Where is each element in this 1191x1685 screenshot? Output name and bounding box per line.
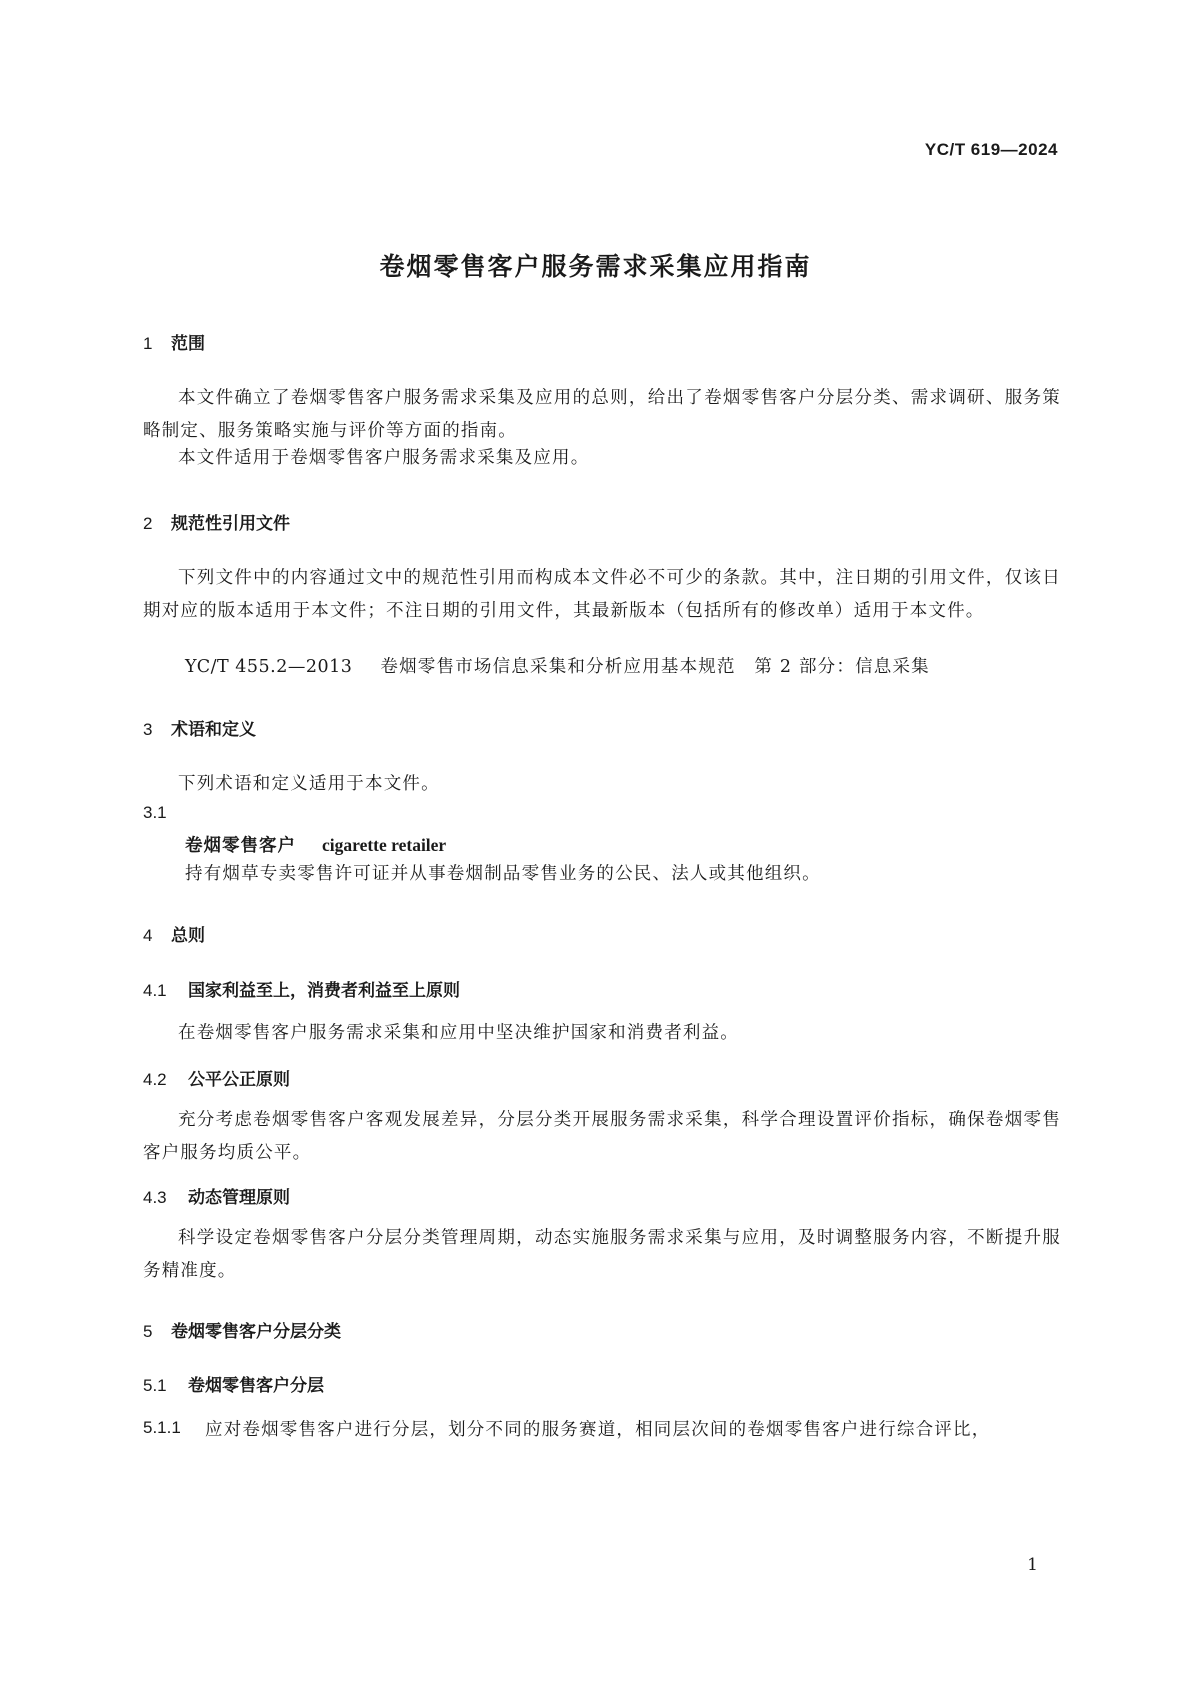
term-english: cigarette retailer — [322, 835, 447, 855]
subsection-5-1-heading — [143, 1371, 324, 1396]
section-2-heading — [143, 509, 290, 534]
subsection-number: 4.1 — [143, 981, 167, 1000]
section-3-paragraph-1: 下列术语和定义适用于本文件。 — [178, 774, 440, 794]
section-number: 3 — [143, 720, 153, 739]
term-definition: 持有烟草专卖零售许可证并从事卷烟制品零售业务的公民、法人或其他组织。 — [185, 864, 821, 884]
normative-reference — [185, 653, 930, 678]
subsection-4-1-heading — [143, 976, 460, 1001]
page-number: 1 — [1027, 1555, 1038, 1575]
clause-number: 5.1.1 — [143, 1418, 181, 1437]
subsection-title: 动态管理原则 — [188, 1188, 290, 1208]
section-title: 范围 — [171, 334, 205, 354]
section-number: 2 — [143, 514, 153, 533]
section-number: 5 — [143, 1322, 153, 1341]
reference-code: YC/T 455.2—2013 — [185, 657, 353, 677]
clause-text: 应对卷烟零售客户进行分层，划分不同的服务赛道，相同层次间的卷烟零售客户进行综合评比， — [205, 1420, 991, 1440]
section-1-paragraph-1: 本文件确立了卷烟零售客户服务需求采集及应用的总则，给出了卷烟零售客户分层分类、需求调研、服务策略制定、服务策略实施与评价等方面的指南。 — [143, 388, 1061, 441]
section-title: 总则 — [171, 926, 205, 946]
section-2-paragraph-1: 下列文件中的内容通过文中的规范性引用而构成本文件必不可少的条款。其中，注日期的引用文件，仅该日期对应的版本适用于本文件；不注日期的引用文件，其最新版本（包括所有的修改单）适用于本文件。 — [143, 568, 1061, 621]
subsection-number: 4.3 — [143, 1188, 167, 1207]
section-title: 卷烟零售客户分层分类 — [171, 1322, 341, 1342]
section-number: 1 — [143, 334, 153, 353]
section-4-heading — [143, 921, 205, 946]
subsection-title: 卷烟零售客户分层 — [188, 1376, 324, 1396]
document-title: 卷烟零售客户服务需求采集应用指南 — [379, 252, 812, 281]
subsection-4-3-paragraph: 科学设定卷烟零售客户分层分类管理周期，动态实施服务需求采集与应用，及时调整服务内容，不断提升服务精准度。 — [143, 1228, 1061, 1281]
subsection-number: 4.2 — [143, 1070, 167, 1089]
reference-title: 卷烟零售市场信息采集和分析应用基本规范 第 2 部分：信息采集 — [380, 657, 930, 677]
subsection-4-3-heading — [143, 1183, 290, 1208]
subsection-4-2-heading — [143, 1065, 290, 1090]
section-5-heading — [143, 1317, 341, 1342]
subsection-title: 国家利益至上，消费者利益至上原则 — [188, 981, 460, 1001]
term-entry — [185, 832, 446, 857]
subsection-title: 公平公正原则 — [188, 1070, 290, 1090]
section-title: 规范性引用文件 — [171, 514, 290, 534]
standard-code: YC/T 619—2024 — [924, 140, 1058, 159]
subsection-number: 5.1 — [143, 1376, 167, 1395]
section-3-heading — [143, 715, 256, 740]
section-1-paragraph-2: 本文件适用于卷烟零售客户服务需求采集及应用。 — [178, 448, 590, 468]
section-title: 术语和定义 — [171, 720, 256, 740]
term-chinese: 卷烟零售客户 — [185, 836, 296, 856]
subsection-4-2-paragraph: 充分考虑卷烟零售客户客观发展差异，分层分类开展服务需求采集，科学合理设置评价指标，确保卷烟零售客户服务均质公平。 — [143, 1110, 1061, 1163]
section-1-heading — [143, 329, 205, 354]
term-number: 3.1 — [143, 803, 167, 822]
subsection-4-1-paragraph: 在卷烟零售客户服务需求采集和应用中坚决维护国家和消费者利益。 — [178, 1023, 739, 1043]
section-number: 4 — [143, 926, 153, 945]
